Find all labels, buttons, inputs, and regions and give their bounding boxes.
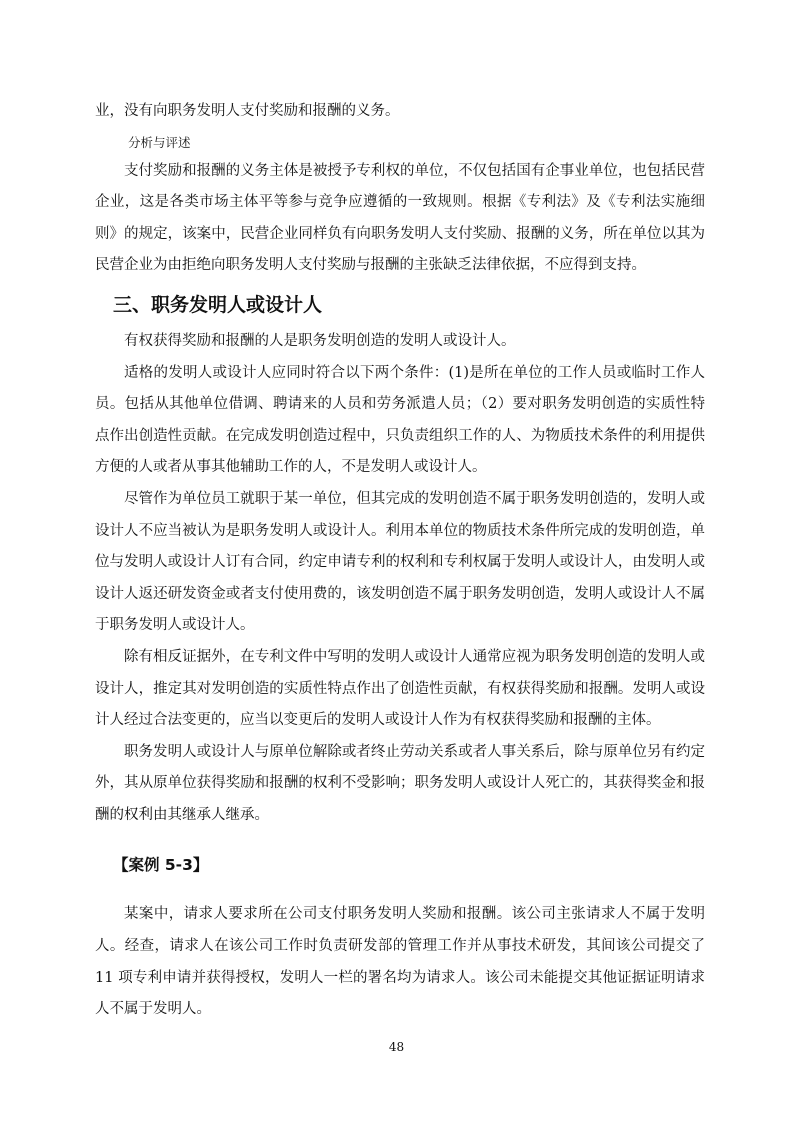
- page-number: 48: [388, 1040, 405, 1054]
- section-heading: 三、职务发明人或设计人: [113, 293, 323, 316]
- document-body: [95, 96, 705, 1026]
- paragraph-presumption: 除有相反证据外，在专利文件中写明的发明人或设计人通常应视为职务发明创造的发明人或设计人，推定其对发明创造的实质性特点作出了创造性贡献，有权获得奖励和报酬。发明人或设计人经过合法变更的，应当以变更后的发明人或设计人作为有权获得奖励和报酬的主体。: [95, 648, 705, 729]
- paragraph-conditions: 适格的发明人或设计人应同时符合以下两个条件：(1)是所在单位的工作人员或临时工作人员。包括从其他单位借调、聘请来的人员和劳务派遣人员；（2）要对职务发明创造的实质性特点作出创造性贡献。在完成发明创造过程中，只负责组织工作的人、为物质技术条件的利用提供方便的人或者从事其他辅助工作的人，不是发明人或设计人。: [95, 364, 705, 476]
- paragraph-after-termination: 职务发明人或设计人与原单位解除或者终止劳动关系或者人事关系后，除与原单位另有约定外，其从原单位获得奖励和报酬的权利不受影响；职务发明人或设计人死亡的，其获得奖金和报酬的权利由其继承人继承。: [95, 743, 705, 823]
- paragraph-non-service-invention: 尽管作为单位员工就职于某一单位，但其完成的发明创造不属于职务发明创造的，发明人或设计人不应当被认为是职务发明人或设计人。利用本单位的物质技术条件所完成的发明创造，单位与发明人或设计人订有合同，约定申请专利的权利和专利权属于发明人或设计人，由发明人或设计人返还研发资金或者支付使用费的，该发明创造不属于职务发明创造，发明人或设计人不属于职务发明人或设计人。: [95, 490, 705, 634]
- case-paragraph: 某案中，请求人要求所在公司支付职务发明人奖励和报酬。该公司主张请求人不属于发明人。经查，请求人在该公司工作时负责研发部的管理工作并从事技术研发，其间该公司提交了 11 项专利申请并获得授权，发明人一栏的署名均为请求人。该公司未能提交其他证据证明请求人不属于发明人。: [95, 906, 705, 1018]
- case-heading: 【案例 5-3】: [113, 856, 209, 875]
- paragraph-continuation: 业，没有向职务发明人支付奖励和报酬的义务。: [95, 103, 400, 119]
- paragraph-definition: 有权获得奖励和报酬的人是职务发明创造的发明人或设计人。: [124, 332, 516, 349]
- analysis-subheading: 分析与评述: [128, 134, 191, 150]
- analysis-paragraph: 支付奖励和报酬的义务主体是被授予专利权的单位，不仅包括国有企事业单位，也包括民营企业，这是各类市场主体平等参与竞争应遵循的一致规则。根据《专利法》及《专利法实施细则》的规定，该案中，民营企业同样负有向职务发明人支付奖励、报酬的义务，所在单位以其为民营企业为由拒绝向职务发明人支付奖励与报酬的主张缺乏法律依据，不应得到支持。: [95, 162, 705, 274]
